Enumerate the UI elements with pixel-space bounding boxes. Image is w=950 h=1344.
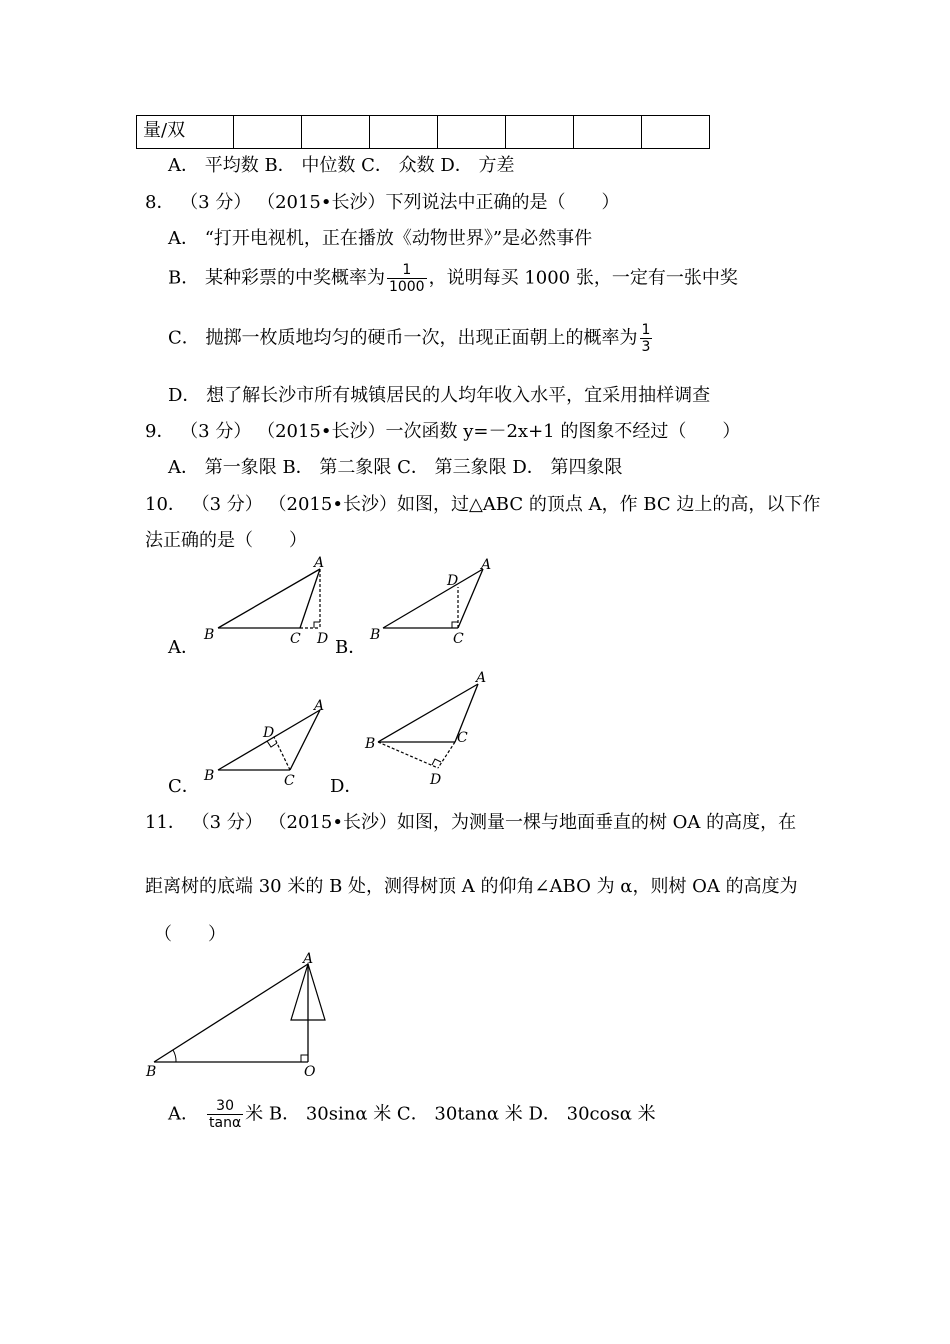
- q8-option-c: [168, 322, 654, 355]
- point-label: O: [304, 1064, 316, 1080]
- q10-stem-line1: 10． （3 分） （2015•长沙）如图，过△ABC 的顶点 A，作 BC 边上的高，以下作: [145, 494, 821, 515]
- fraction-num: 1: [387, 262, 427, 279]
- point-label: A: [481, 557, 492, 573]
- fraction-num: 30: [207, 1098, 243, 1115]
- table-row: [137, 116, 710, 149]
- point-label: B: [204, 627, 215, 643]
- q11-option-a-label: A．: [168, 1103, 199, 1125]
- q8-option-d: D． 想了解长沙市所有城镇居民的人均年收入水平，宜采用抽样调查: [168, 385, 711, 406]
- q8-option-b-pre: B． 某种彩票的中奖概率为: [168, 267, 385, 289]
- q11-figure: [140, 948, 340, 1083]
- point-label: A: [314, 698, 325, 714]
- right-angle-mark: [314, 622, 320, 628]
- q10-figure-d: [360, 664, 500, 792]
- angle-arc: [173, 1050, 176, 1062]
- point-label: D: [263, 725, 275, 741]
- table-cell: [234, 116, 302, 149]
- point-label: A: [303, 951, 314, 967]
- right-angle-mark: [432, 759, 441, 765]
- side-ca: [300, 569, 320, 628]
- q11-options: [168, 1098, 656, 1131]
- table-cell: [506, 116, 574, 149]
- point-label: D: [430, 772, 442, 788]
- point-label: C: [290, 631, 301, 647]
- side-ba: [383, 569, 483, 628]
- q9-stem: 9． （3 分） （2015•长沙）一次函数 y=－2x+1 的图象不经过（ ）: [145, 421, 741, 442]
- q8-stem: 8． （3 分） （2015•长沙）下列说法中正确的是（ ）: [145, 192, 620, 213]
- perpendicular-line: [274, 737, 290, 770]
- right-angle-mark: [301, 1055, 308, 1062]
- point-label: D: [447, 573, 459, 589]
- side-ca: [458, 569, 483, 628]
- table-cell: [574, 116, 642, 149]
- table-header-cell: 量/双: [137, 116, 234, 149]
- q10-label-b: B．: [335, 637, 367, 658]
- point-label: A: [314, 555, 325, 571]
- q10-label-a: A．: [168, 637, 199, 658]
- table-cell: [302, 116, 370, 149]
- right-angle-mark: [267, 741, 277, 747]
- fraction-den: 1000: [388, 279, 425, 295]
- q11-stem-line2: 距离树的底端 30 米的 B 处，测得树顶 A 的仰角∠ABO 为 α，则树 OA 的高度为: [145, 876, 798, 897]
- q8-option-c-pre: C． 抛掷一枚质地均匀的硬币一次，出现正面朝上的概率为: [168, 327, 638, 349]
- q8-option-a: A． “打开电视机，正在播放《动物世界》”是必然事件: [168, 228, 593, 249]
- q11-stem-line1: 11． （3 分） （2015•长沙）如图，为测量一棵与地面垂直的树 OA 的高度，在: [145, 812, 797, 833]
- q10-label-c: C．: [168, 776, 200, 797]
- q9-options: A． 第一象限 B． 第二象限 C． 第三象限 D． 第四象限: [168, 457, 623, 478]
- table-cell: [438, 116, 506, 149]
- q10-figure-b: [365, 555, 505, 650]
- point-label: C: [284, 773, 295, 789]
- point-label: B: [204, 768, 215, 784]
- point-label: A: [476, 670, 487, 686]
- point-label: D: [317, 631, 329, 647]
- side-ba: [218, 569, 320, 628]
- point-label: B: [146, 1064, 157, 1080]
- point-label: B: [370, 627, 381, 643]
- fraction: [207, 1098, 243, 1131]
- table-cell: [370, 116, 438, 149]
- q8-option-b-post: ，说明每买 1000 张，一定有一张中奖: [428, 267, 738, 289]
- fraction: [387, 262, 427, 295]
- q11-options-rest: 米 B． 30sinα 米 C． 30tanα 米 D． 30cosα 米: [245, 1103, 656, 1125]
- extension-line: [438, 742, 455, 768]
- line-ba: [154, 964, 308, 1062]
- q8-option-b: [168, 262, 738, 295]
- table-cell: [642, 116, 710, 149]
- q10-figure-c: [200, 692, 340, 792]
- q10-stem-line2: 法正确的是（ ）: [145, 530, 307, 551]
- perpendicular-line: [378, 742, 438, 768]
- q7-options: A． 平均数 B． 中位数 C． 众数 D． 方差: [168, 155, 515, 176]
- fraction-den: 3: [641, 339, 651, 355]
- point-label: C: [457, 730, 468, 746]
- right-angle-mark: [452, 622, 458, 628]
- fraction-num: 1: [641, 322, 651, 338]
- data-table: [136, 115, 710, 149]
- fraction-den: tanα: [209, 1115, 242, 1131]
- fraction: [640, 322, 653, 355]
- point-label: B: [365, 736, 376, 752]
- q10-figure-a: [200, 555, 340, 650]
- q10-label-d: D．: [330, 776, 363, 797]
- q11-stem-line3: （ ）: [154, 924, 226, 945]
- point-label: C: [453, 631, 464, 647]
